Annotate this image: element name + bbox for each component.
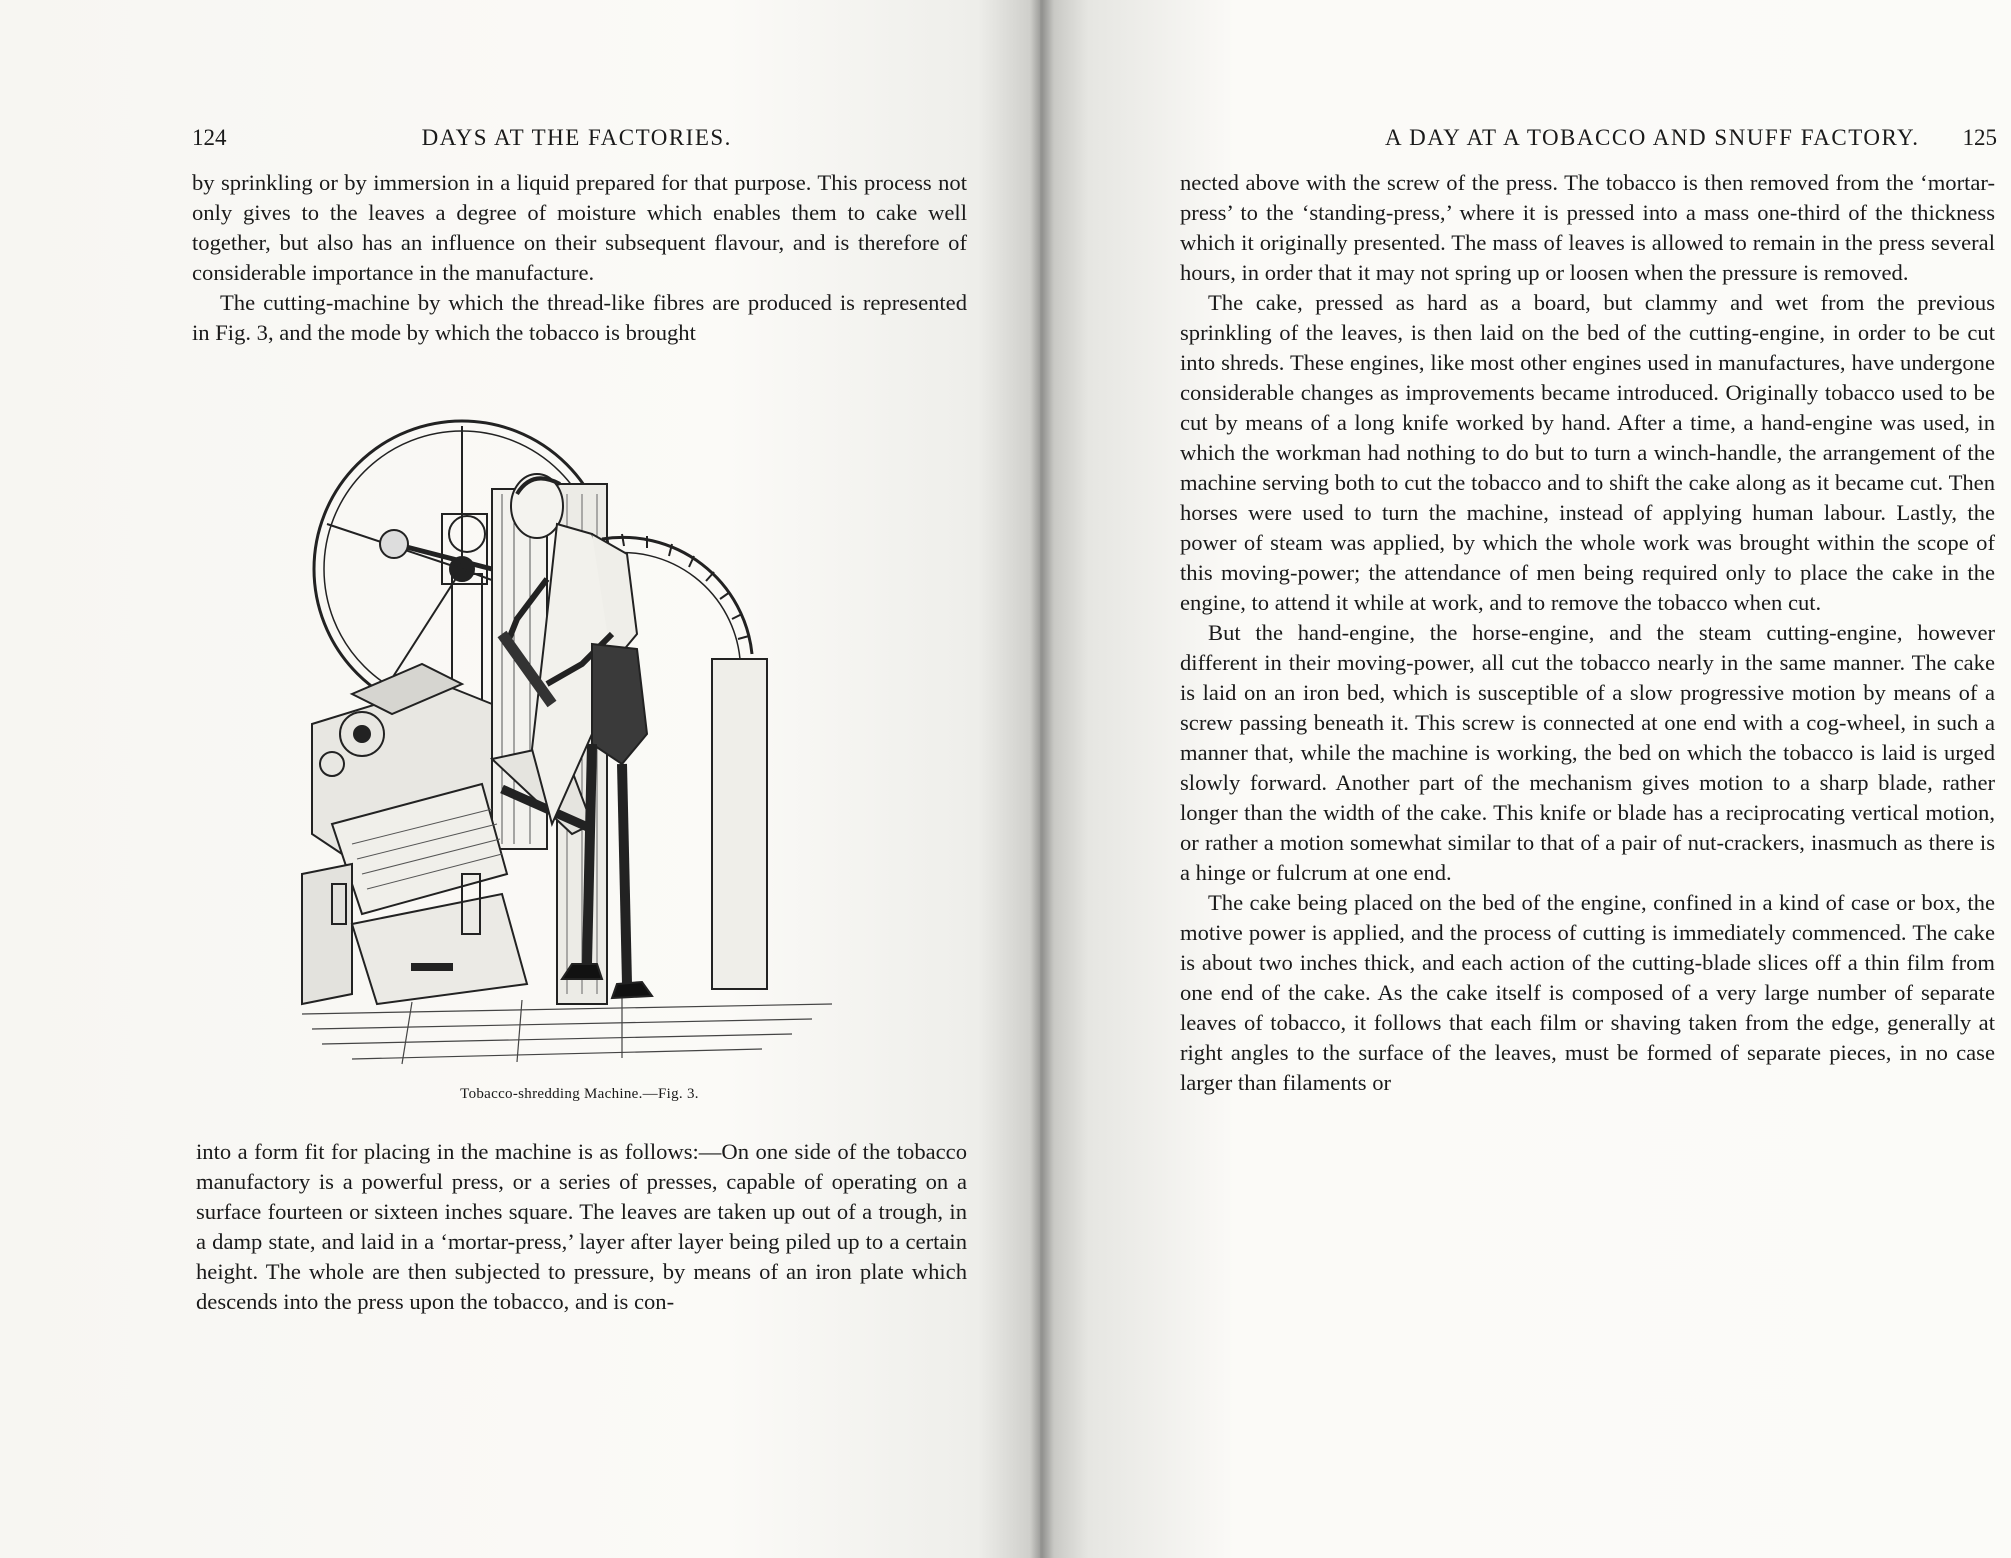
page-number: 125 (1962, 125, 1997, 150)
paragraph: The cake, pressed as hard as a board, but clammy and wet from the previous sprinkling of the leaves, is then laid on the bed of the cutting-engine, in order to be cut into shreds. These engines, like most other engines used in manufactures, have undergone considerable changes as improvements became introduced. Originally tobacco used to be cut by means of a long knife worked by hand. After a time, a hand-engine was used, in which the workman had nothing to do but to turn a winch-handle, the arrangement of the machine serving both to cut the tobacco and to shift the cake along as it became cut. Then horses were used to turn the machine, instead of applying human labour. Lastly, the power of steam was applied, by which the whole work was brought within the scope of this moving-power; the attendance of men being required only to place the cake in the engine, to attend it while at work, and to remove the tobacco when cut. (1180, 290, 1995, 615)
paragraph: The cake being placed on the bed of the engine, confined in a kind of case or box, the motive power is applied, and the process of cutting is immediately commenced. The cake is about two inches thick, and each action of the cutting-blade slices off a thin film from one end of the cake. As the cake itself is composed of a very large number of separate leaves of tobacco, it follows that each film or shaving taken from the edge, generally at right angles to the surface of the leaves, must be formed of separate pieces, in no case larger than filaments or (1180, 890, 1995, 1095)
tobacco-shredding-machine-illustration (292, 404, 845, 1068)
paragraph: nected above with the screw of the press. The tobacco is then removed from the ‘mortar-press’ to the ‘standing-press,’ where it is pressed into a mass one-third of the thickness which it originally presented. The mass of leaves is allowed to remain in the press several hours, in order that it may not spring up or loosen when the pressure is removed. (1180, 170, 1995, 285)
left-top-text (192, 168, 967, 348)
running-title: DAYS AT THE FACTORIES. (421, 125, 732, 150)
page-number: 124 (192, 125, 227, 150)
paragraph: The cutting-machine by which the thread-like fibres are produced is represented in Fig. 3, and the mode by which the tobacco is brought (192, 290, 967, 345)
left-bottom-text (196, 1137, 967, 1317)
figure-caption: Tobacco-shredding Machine.—Fig. 3. (460, 1086, 699, 1102)
paragraph: into a form fit for placing in the machine is as follows:—On one side of the tobacco manufactory is a powerful press, or a series of presses, capable of operating on a surface fourteen or sixteen inches square. The leaves are taken up out of a trough, in a damp state, and laid in a ‘mortar-press,’ layer after layer being piled up to a certain height. The whole are then subjected to pressure, by means of an iron plate which descends into the press upon the tobacco, and is con- (196, 1139, 967, 1314)
paragraph: But the hand-engine, the horse-engine, and the steam cutting-engine, however different in their moving-power, all cut the tobacco nearly in the same manner. The cake is laid on an iron bed, which is susceptible of a slow progressive motion by means of a screw passing beneath it. This screw is connected at one end with a cog-wheel, in such a manner that, while the machine is working, the bed on which the tobacco is laid is urged slowly forward. Another part of the mechanism gives motion to a sharp blade, rather longer than the width of the cake. This knife or blade has a reciprocating vertical motion, or rather a motion somewhat similar to that of a pair of nut-crackers, inasmuch as there is a hinge or fulcrum at one end. (1180, 620, 1995, 885)
paragraph: by sprinkling or by immersion in a liquid prepared for that purpose. This process not only gives to the leaves a degree of moisture which enables them to cake well together, but also has an influence on their subsequent flavour, and is therefore of considerable importance in the manufacture. (192, 170, 967, 285)
right-text (1180, 168, 1995, 1098)
right-running-head (1302, 125, 1997, 151)
running-title: A DAY AT A TOBACCO AND SNUFF FACTORY. (1385, 125, 1920, 150)
left-running-head (192, 125, 967, 151)
right-page (1040, 0, 2011, 1558)
book-gutter-shadow (1030, 0, 1054, 1558)
